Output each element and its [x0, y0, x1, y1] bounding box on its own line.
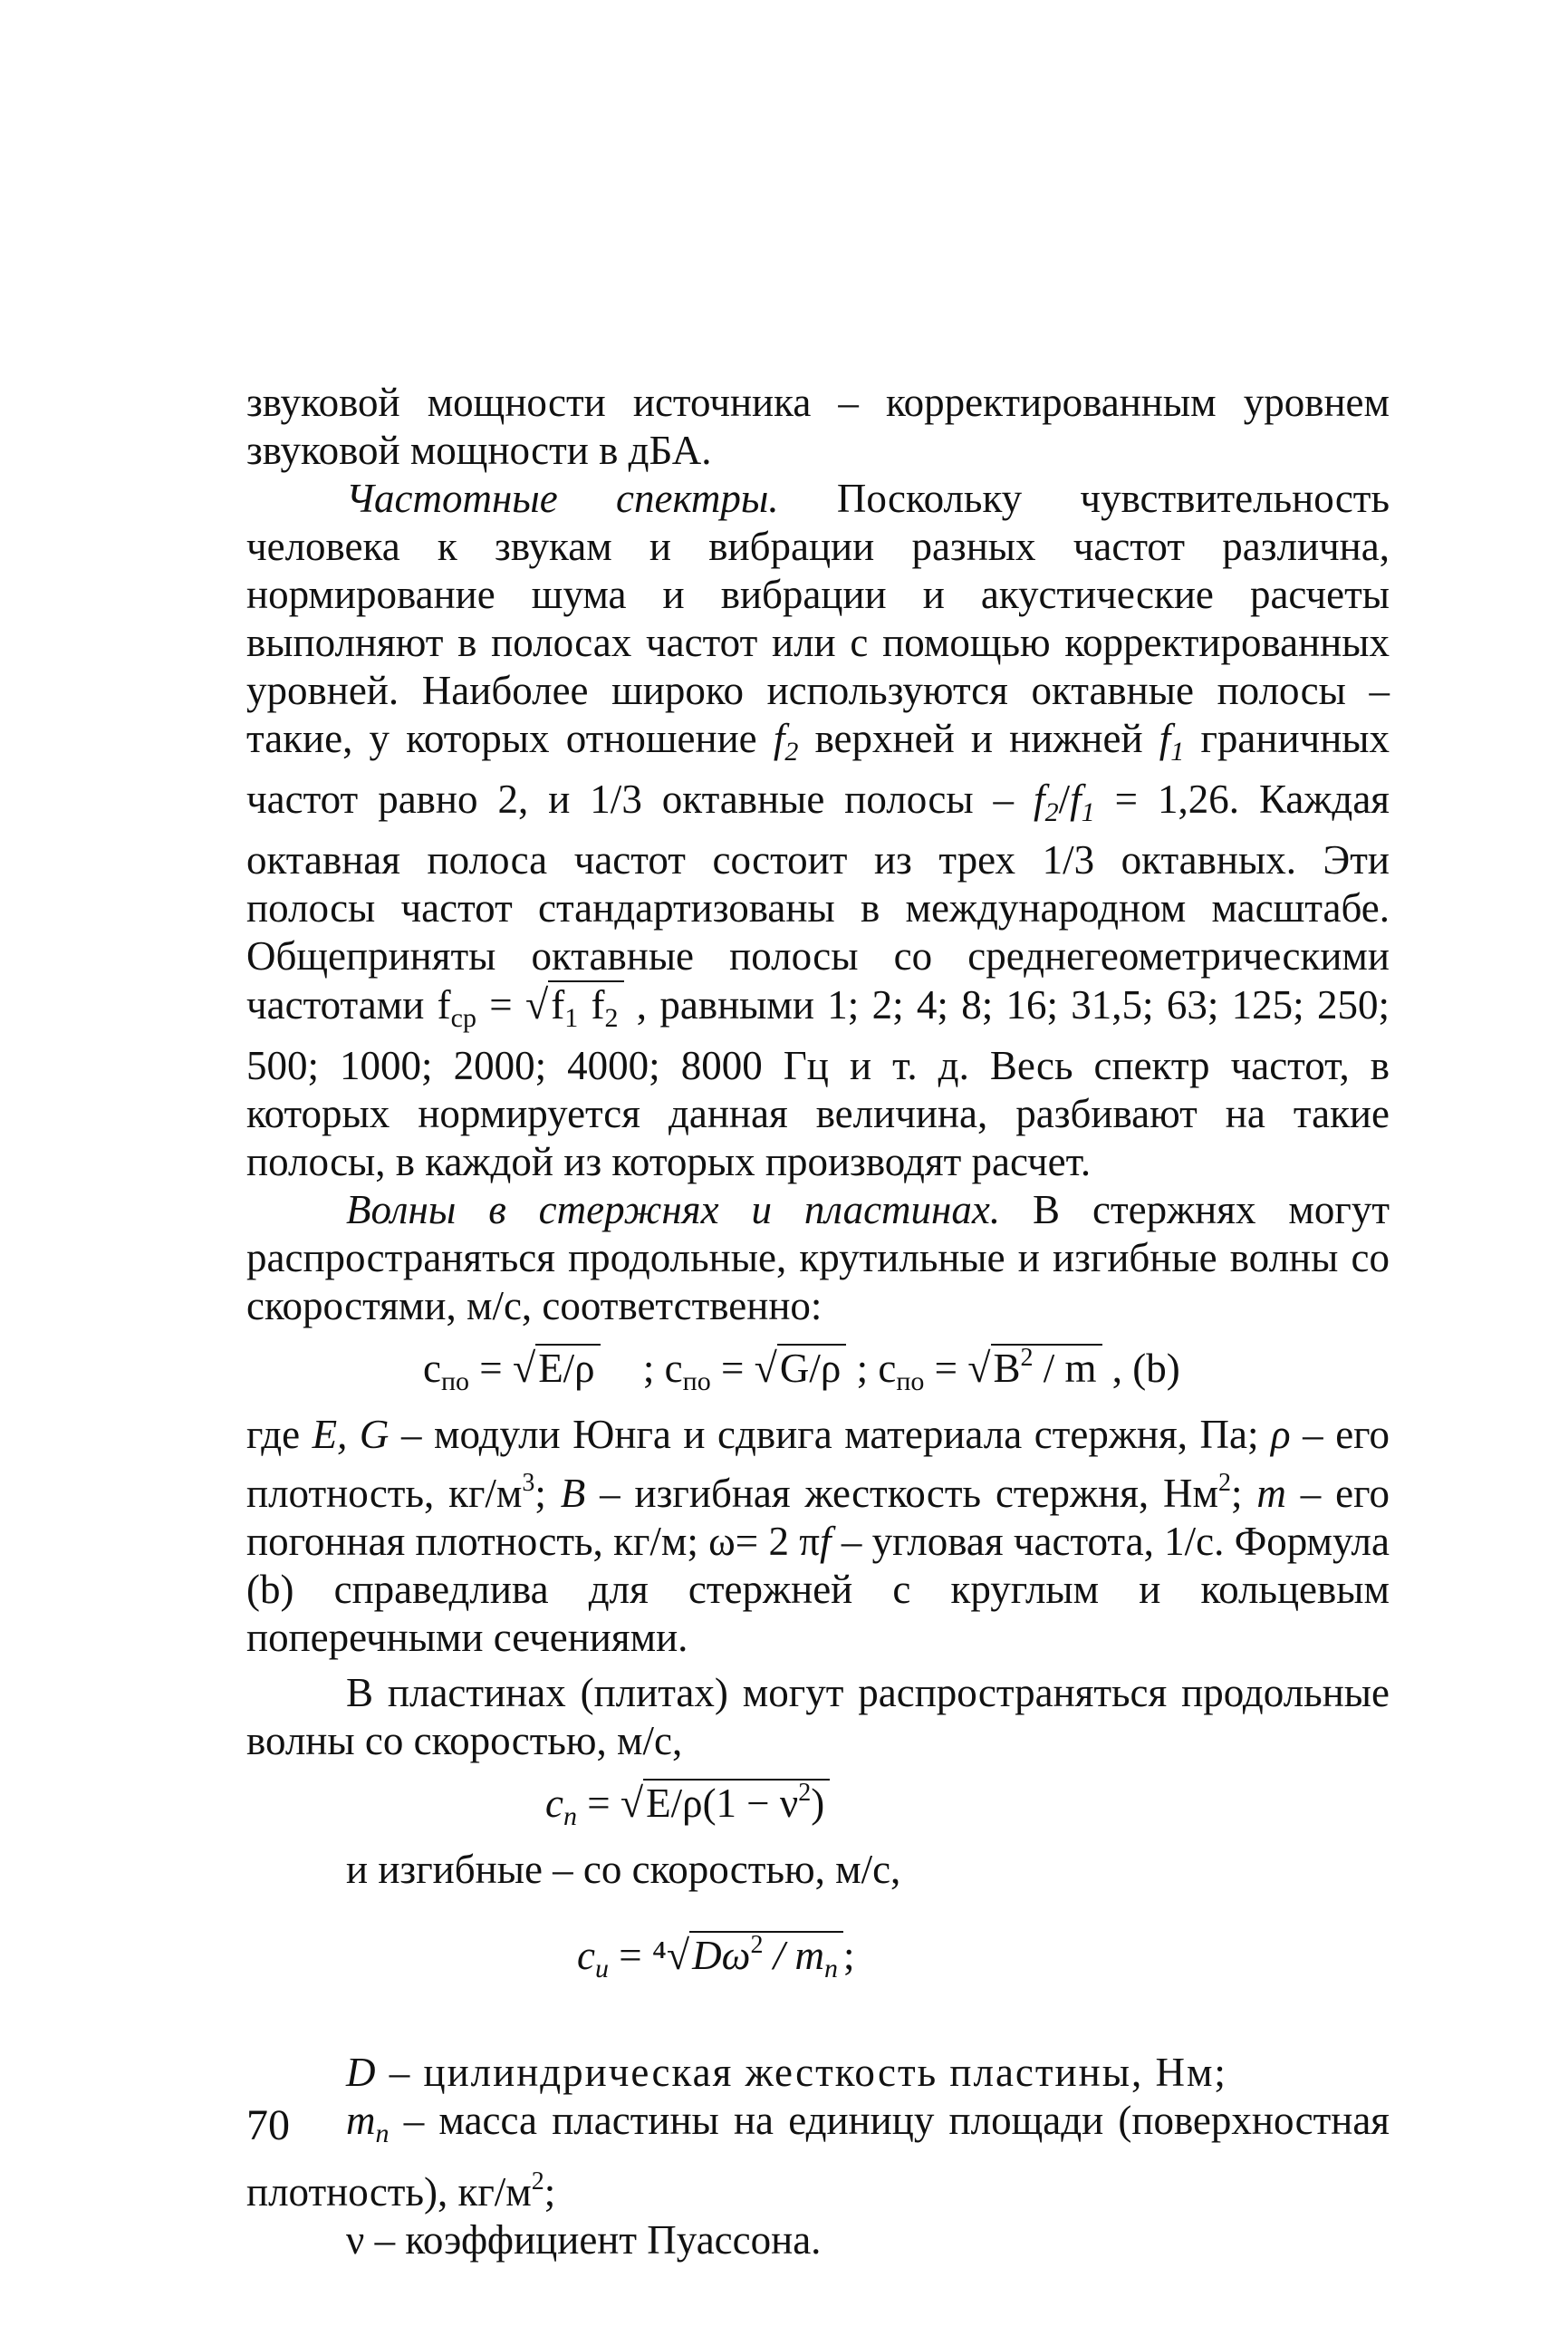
subscript: по — [440, 1366, 470, 1396]
formula-longitudinal — [246, 1769, 1390, 1840]
sqrt-sign: √ — [967, 1345, 991, 1391]
radicand-part: B — [993, 1346, 1021, 1391]
separator: ; — [846, 1346, 879, 1391]
text-run: – модули Юнга и сдвига материала стержня, Па; — [389, 1412, 1272, 1457]
radicand-part: / m — [1033, 1346, 1097, 1391]
symbol-f: f — [820, 1519, 832, 1564]
radicand — [991, 1344, 1102, 1391]
formula-bending — [246, 1921, 1390, 1993]
symbol-b: B — [560, 1471, 586, 1516]
formula-symbol: c — [545, 1781, 563, 1826]
equals: = — [710, 1346, 755, 1391]
page-number: 70 — [246, 2101, 290, 2149]
text-run: Поскольку чувствительность человека к звукам и вибрации разных частот различна, нормирование шума и вибрации и акустические расчеты выполняют в полосах частот или с помощью корректированных уровней. Наиболее широко используются октавные полосы – такие, у которых отношение — [246, 476, 1390, 761]
definition-mn — [246, 2097, 1390, 2216]
symbol-m: m — [346, 2098, 376, 2143]
radicand-part: Dω — [692, 1933, 751, 1978]
text-run: верхней и нижней — [798, 716, 1159, 761]
semicolon: ; — [842, 1933, 855, 1978]
radicand: G/ρ — [777, 1344, 846, 1391]
text-run: ; — [1231, 1471, 1257, 1516]
definition-d — [246, 2049, 1390, 2097]
formula-symbol: c — [664, 1346, 683, 1391]
formula-symbol: c — [577, 1933, 595, 1978]
subscript: 1 — [1170, 737, 1185, 767]
slash: / — [1058, 777, 1071, 822]
radicand — [643, 1779, 830, 1826]
symbol-f2: f — [773, 716, 785, 761]
superscript: 2 — [1020, 1344, 1034, 1372]
subscript: по — [682, 1366, 711, 1396]
formula-label: , (b) — [1101, 1346, 1180, 1391]
symbol-d: D — [346, 2050, 378, 2095]
radicand — [689, 1931, 843, 1983]
paragraph-waves — [246, 1186, 1390, 1330]
symbol-f2: f — [1034, 777, 1045, 822]
text-run: – изгибная жесткость стержня, Нм — [585, 1471, 1219, 1516]
text-run: – его плотность, кг/м — [246, 1412, 1390, 1516]
radicand: E/ρ — [535, 1344, 600, 1391]
equals: = — [924, 1346, 968, 1391]
text-run: где — [246, 1412, 313, 1457]
paragraph-frequency-spectra — [246, 475, 1390, 1186]
superscript: 2 — [1218, 1469, 1232, 1497]
subscript: 2 — [784, 737, 799, 767]
equals: = — [576, 1781, 620, 1826]
subscript: n — [563, 1801, 577, 1831]
formula-symbol: c — [878, 1346, 897, 1391]
text-run: граничных частот равно 2, и 1/3 октавные полосы – — [246, 716, 1390, 822]
definition-nu — [246, 2216, 1390, 2264]
paragraph-1 — [246, 379, 1390, 475]
symbol-fcp: f — [437, 982, 451, 1028]
subscript: по — [896, 1366, 925, 1396]
subscript: 1 — [1081, 797, 1095, 827]
section-title-waves: Волны в стержнях и пластинах. — [346, 1187, 1001, 1232]
subscript: и — [594, 1954, 609, 1983]
paragraph-1-text: звуковой мощности источника – корректированным уровнем звуковой мощности в дБА. — [246, 380, 1390, 473]
superscript: 2 — [750, 1931, 764, 1959]
text-run: В пластинах (плитах) могут распространяться продольные волны со скоростью, м/с, — [246, 1670, 1390, 1763]
subscript: 2 — [1044, 797, 1059, 827]
text-run: – цилиндрическая жесткость пластины, Нм; — [377, 2050, 1227, 2095]
text-run: = 1,26. Каждая октавная полоса частот состоит из трех 1/3 октавных. Эти полосы частот стандартизованы в международном масштабе. Общеприняты октавные полосы со среднегеометрическими частотами — [246, 777, 1390, 1028]
radicand — [548, 980, 623, 1033]
fourth-root-sign: ⁴√ — [651, 1932, 690, 1978]
subscript: ср — [450, 1003, 476, 1033]
text-run: – его погонная плотность, кг/м; ω= 2 π — [246, 1471, 1390, 1564]
sqrt-sign: √ — [620, 1780, 644, 1826]
superscript: 2 — [531, 2167, 544, 2196]
superscript: 3 — [522, 1469, 535, 1497]
symbol-e-g: E, G — [312, 1412, 390, 1457]
paragraph-where — [246, 1411, 1390, 1662]
sqrt-sign: √ — [512, 1345, 536, 1391]
subscript: 2 — [604, 1003, 619, 1033]
symbol-rho: ρ — [1271, 1412, 1291, 1457]
equals: = — [476, 982, 525, 1028]
radicand-part: / m — [763, 1933, 824, 1978]
radicand-part: f — [551, 982, 565, 1028]
equals: = — [469, 1346, 513, 1391]
text-run: ν – коэффициент Пуассона. — [346, 2217, 822, 2263]
text-run: и изгибные – со скоростью, м/с, — [346, 1847, 901, 1892]
radicand-part: ) — [811, 1781, 825, 1826]
subscript: 1 — [564, 1003, 579, 1033]
section-title-frequency-spectra: Частотные спектры. — [346, 476, 779, 521]
text-run: , равными 1; 2; 4; 8; 16; 31,5; 63; 125; 250; 500; 1000; 2000; 4000; 8000 Гц и т. д. Весь спектр частот, в которых нормируется данная величина, разбивают на такие полосы, в каждой из которых производят расчет. — [246, 982, 1390, 1184]
sqrt-sign: √ — [754, 1345, 777, 1391]
text-run: – угловая частота, 1/с. Формула (b) справедлива для стержней с круглым и кольцевым поперечными сечениями. — [246, 1519, 1390, 1660]
text-run: ; — [544, 2169, 556, 2215]
symbol-f1: f — [1070, 777, 1082, 822]
superscript: 2 — [798, 1779, 812, 1807]
separator: ; — [632, 1346, 665, 1391]
paragraph-plates — [246, 1669, 1390, 1765]
text-run: ; — [534, 1471, 561, 1516]
body-text — [246, 379, 1390, 2264]
symbol-f1: f — [1159, 716, 1171, 761]
radicand-part: f — [578, 982, 605, 1028]
equals: = — [608, 1933, 652, 1978]
text-run: В стержнях могут распространяться продольные, крутильные и изгибные волны со скоростями, м/с, соответственно: — [246, 1187, 1390, 1328]
sqrt-sign: √ — [524, 981, 549, 1028]
paragraph-bending — [246, 1846, 1390, 1894]
subscript: n — [823, 1954, 838, 1983]
subscript: n — [375, 2118, 390, 2148]
symbol-m: m — [1256, 1471, 1286, 1516]
formula-symbol: c — [423, 1346, 441, 1391]
formula-b — [246, 1334, 1390, 1405]
text-run: – масса пластины на единицу площади (поверхностная плотность), кг/м — [246, 2098, 1390, 2215]
radicand-part: E/ρ(1 − ν — [646, 1781, 799, 1826]
